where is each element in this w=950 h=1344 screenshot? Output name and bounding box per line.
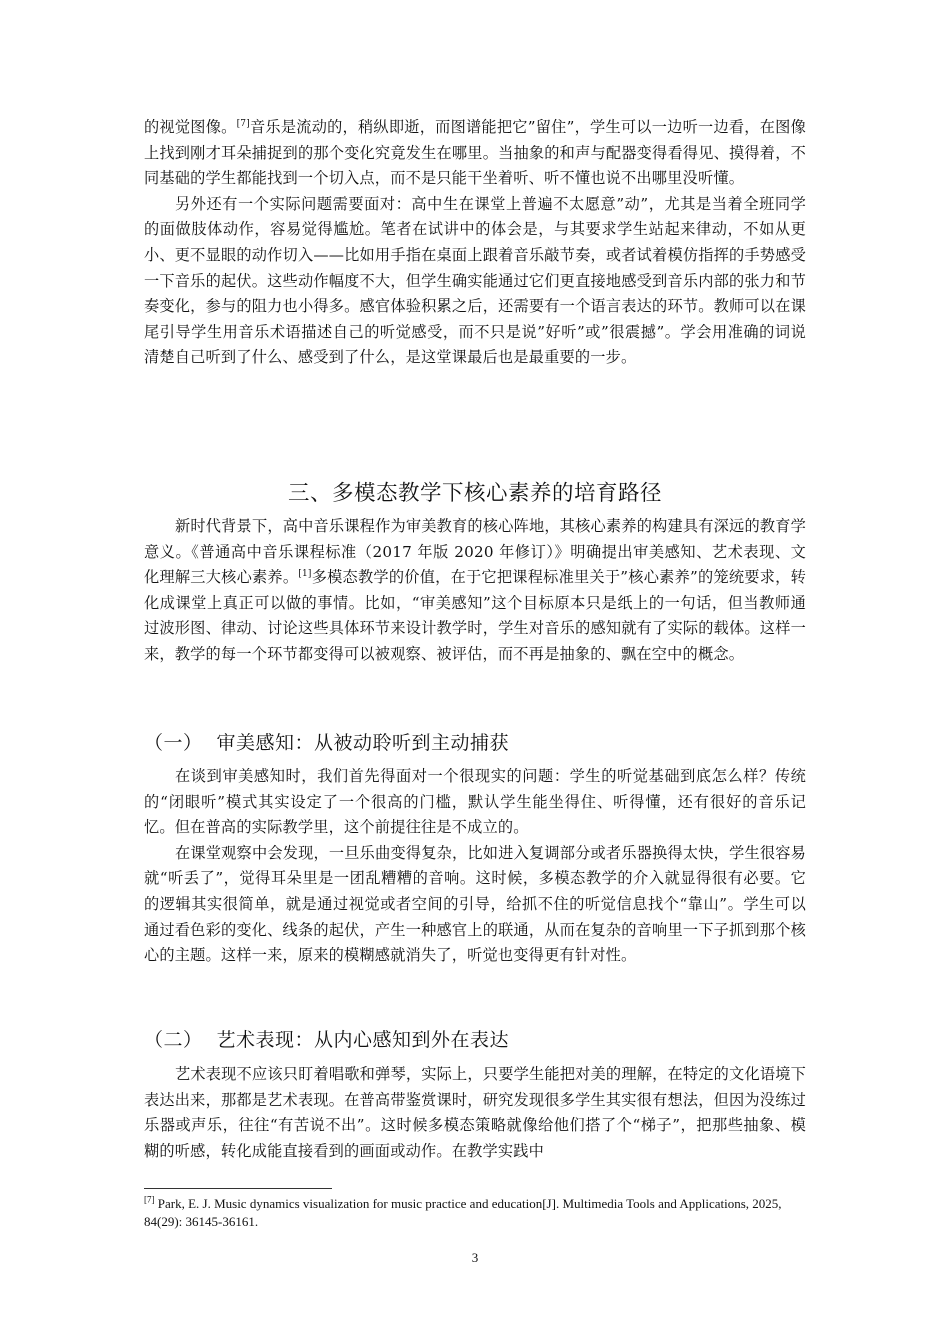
section-title: 三、多模态教学下核心素养的培育路径 — [287, 481, 662, 506]
subsection-1-paragraph-2: 在课堂观察中会发现，一旦乐曲变得复杂，比如进入复调部分或者乐器换得太快，学生很容易就“听丢了”，觉得耳朵里是一团乱糟糟的音响。这时候，多模态教学的介入就显得很有必要。它的逻辑其实很简单，就是通过视觉或者空间的引导，给抓不住的听觉信息找个“靠山”。学生可以通过看色彩的变化、线条的起伏，产生一种感官上的联通，从而在复杂的音响里一下子抓到那个核心的主题。这样一来，原来的模糊感就消失了，听觉也变得更有针对性。 — [144, 843, 806, 965]
subsection-1-paragraph-1: 在谈到审美感知时，我们首先得面对一个很现实的问题：学生的听觉基础到底怎么样？传统的“闭眼听”模式其实设定了一个很高的门槛，默认学生能坐得住、听得懂，还有很好的音乐记忆。但在普高的实际教学里，这个前提往往是不成立的。 — [144, 767, 806, 837]
subsection-title-2: （二） 艺术表现：从内心感知到外在表达 — [144, 1029, 510, 1051]
footnote-divider — [144, 1188, 332, 1189]
intro-paragraph-2: 另外还有一个实际问题需要面对：高中生在课堂上普遍不太愿意”动”，尤其是当着全班同学的面做肢体动作，容易觉得尴尬。笔者在试讲中的体会是，与其要求学生站起来律动，不如从更小、更不显眼的动作切入——比如用手指在桌面上跟着音乐敲节奏，或者试着模仿指挥的手势感受一下音乐的起伏。这些动作幅度不大，但学生确实能通过它们更直接地感受到音乐内部的张力和节奏变化，参与的阻力也小得多。感官体验积累之后，还需要有一个语言表达的环节。教师可以在课尾引导学生用音乐术语描述自己的听觉感受，而不只是说”好听”或”很震撼”。学会用准确的词说清楚自己听到了什么、感受到了什么，是这堂课最后也是最重要的一步。 — [144, 194, 806, 367]
footnote-ref-1[interactable]: [1] — [298, 569, 312, 580]
footnote-ref-7[interactable]: [7] — [236, 118, 250, 129]
subsection-2-block — [144, 1062, 806, 1164]
subsection-2-paragraph-1: 艺术表现不应该只盯着唱歌和弹琴，实际上，只要学生能把对美的理解，在特定的文化语境下表达出来，那都是艺术表现。在普高带鉴赏课时，研究发现很多学生其实很有想法，但因为没练过乐器或声乐，往往“有苦说不出”。这时候多模态策略就像给他们搭了个“梯子”，把那些抽象、模糊的听感，转化成能直接看到的画面或动作。在教学实践中 — [144, 1065, 806, 1160]
footnote-mark: [7] — [144, 1194, 155, 1205]
page-number: 3 — [471, 1250, 479, 1265]
section-intro-block — [144, 514, 806, 668]
subsection-title-1: （一） 审美感知：从被动聆听到主动捕获 — [144, 732, 510, 754]
section-paragraph-1: 新时代背景下，高中音乐课程作为审美教育的核心阵地，其核心素养的构建具有深远的教育学意义。《普通高中音乐课程标准（2017 年版 2020 年修订）》明确提出审美感知、艺术表现、文化理解三大核心素养。[1]多模态教学的价值，在于它把课程标准里关于”核心素养”的笼统要求，转化成课堂上真正可以做的事情。比如，“审美感知”这个目标原本只是纸上的一句话，但当教师通过波形图、律动、讨论这些具体环节来设计教学时，学生对音乐的感知就有了实际的载体。这样一来，教学的每一个环节都变得可以被观察、被评估，而不再是抽象的、飘在空中的概念。 — [144, 517, 806, 663]
subsection-1-block — [144, 764, 806, 969]
subsection-number-1: （一） — [144, 732, 203, 754]
footnote — [144, 1195, 806, 1231]
footnote-text: Park, E. J. Music dynamics visualization for music practice and education[J]. Multimedia Tools and Applications, 2025, 84(29): 36145-36161. — [144, 1196, 782, 1229]
intro-paragraph-1: 的视觉图像。[7]音乐是流动的，稍纵即逝，而图谱能把它”留住”，学生可以一边听一边看，在图像上找到刚才耳朵捕捉到的那个变化究竟发生在哪里。当抽象的和声与配器变得看得见、摸得着，不同基础的学生都能找到一个切入点，而不是只能干坐着听、听不懂也说不出哪里没听懂。 — [144, 118, 806, 188]
subsection-number-2: （二） — [144, 1029, 203, 1051]
intro-block — [144, 115, 806, 371]
